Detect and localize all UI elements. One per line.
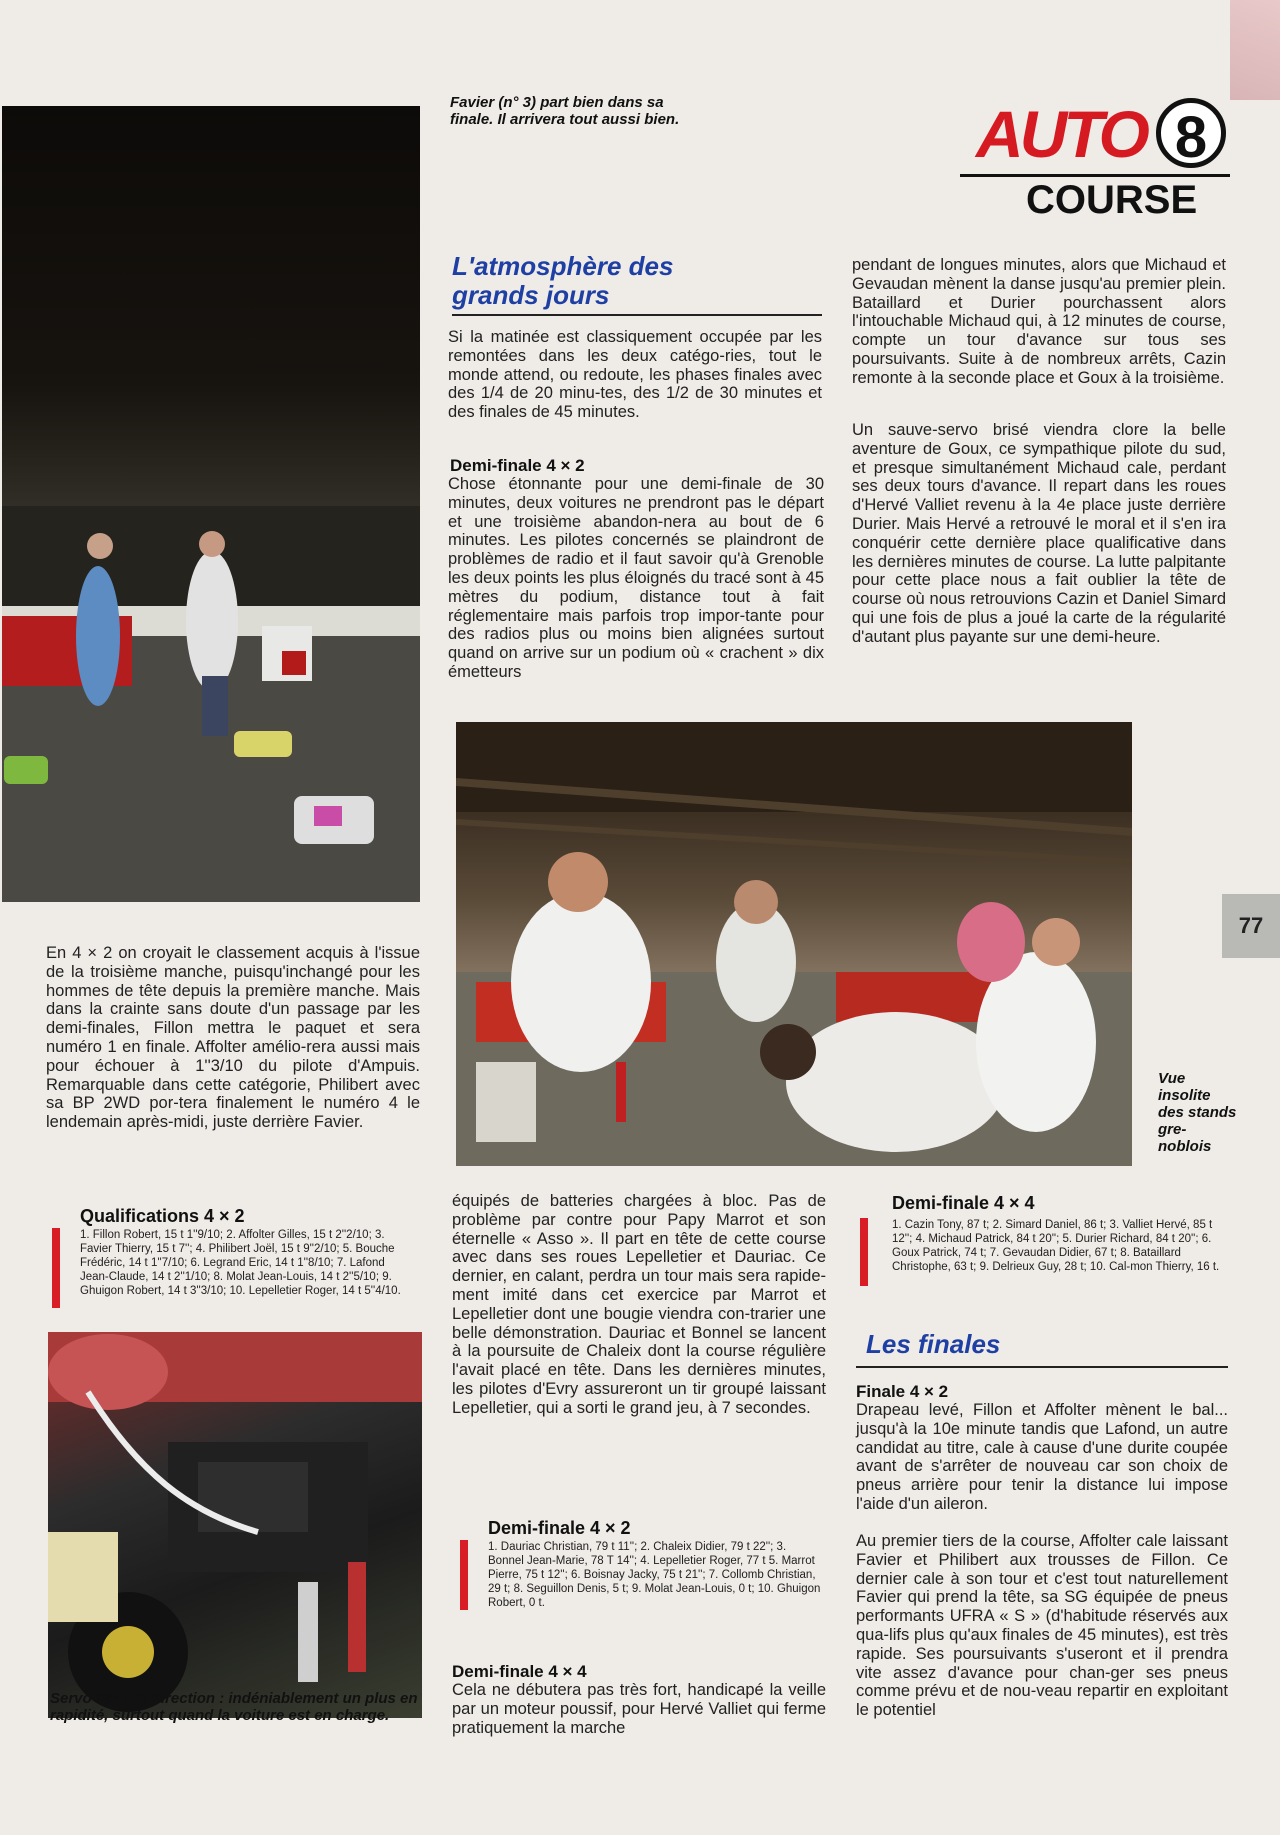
demi42-red-bar	[460, 1540, 468, 1610]
demi42-heading: Demi-finale 4 × 2	[450, 456, 585, 475]
demi44-red-bar	[860, 1218, 868, 1286]
logo-underline	[960, 174, 1230, 177]
intro-paragraph: Si la matinée est classiquement occupée par les remontées dans les deux catégo-ries, tout le monde attend, ou redoute, les phases finales avec des 1/4 de 20 minu-tes, des 1/2 de 30 minutes et des finales de 45 minutes.	[448, 328, 822, 422]
demi44-paragraph: Cela ne débutera pas très fort, handicapé la veille par un moteur poussif, pour Hervé Valliet qui ferme pratiquement la marche	[452, 1681, 826, 1737]
left-column-paragraph: En 4 × 2 on croyait le classement acquis à l'issue de la troisième manche, puisqu'inchangé pour les hommes de tête depuis la première manche. Mais dans la crainte sans doute d'un passage par les demi-finales, Fillon mettra le paquet et sera numéro 1 en finale. Affolter amélio-rera aussi mais pour échouer à 1''3/10 du pilote d'Ampuis. Remarquable dans cette catégorie, Philibert avec sa BP 2WD por-tera finalement le numéro 4 le lendemain après-midi, juste derrière Favier.	[46, 944, 420, 1132]
headline: L'atmosphère des grands jours	[452, 251, 674, 310]
qualif-title: Qualifications 4 × 2	[80, 1206, 245, 1226]
caption-stands: Vue insolite des stands gre-noblois	[1158, 1070, 1237, 1155]
qualif-results: 1. Fillon Robert, 15 t 1''9/10; 2. Affolter Gilles, 15 t 2''2/10; 3. Favier Thierry, 15 t 7''; 4. Philibert Joël, 15 t 9''2/10; 5. Bouche Frédéric, 14 t 1''7/10; 6. Legrand Eric, 14 t 1''8/10; 7. Lafond Jean-Claude, 14 t 2''1/10; 8. Molat Jean-Louis, 14 t 2''5/10; 9. Ghuigon Robert, 14 t 3''3/10; 10. Lepelletier Roger, 14 t 5''4/10.	[80, 1229, 401, 1297]
qualif-red-bar	[52, 1228, 60, 1308]
caption-favier: Favier (n° 3) part bien dans sa finale. Il arrivera tout aussi bien.	[450, 94, 680, 128]
caption-servo: Servo Fet à la direction : indéniablement un plus en rapidité, surtout quand la voiture est en charge.	[50, 1690, 418, 1724]
finale42-paragraph-2: Au premier tiers de la course, Affolter cale laissant Favier et Philibert aux trousses de Fillon. Ce dernier cale à son tour et c'est tout naturellement Favier qui prend la tête, sa SG équipée de pneus performants UFRA « S » (d'habitude réservés aux qua-lifs plus qu'aux finales de 45 minutes), est très rapide. Ses poursuivants s'useront et il prendra vite assez d'avance pour chan-ger ses pneus comme prévu et de nou-veau repartir en exploitant le potentiel	[856, 1532, 1228, 1720]
magazine-logo	[960, 96, 1230, 226]
headline-rule	[452, 314, 822, 316]
finale42-paragraph-1: Drapeau levé, Fillon et Affolter mènent le bal... jusqu'à la 10e minute tandis que Lafond, un autre candidat au titre, cale à cause d'une durite coupée avant de s'arrêter de nouveau car son choix de pneus arrière pour tenir la distance lui impose l'aide d'un aileron.	[856, 1401, 1228, 1513]
demi42-results-title: Demi-finale 4 × 2	[488, 1518, 631, 1538]
demi42-paragraph: Chose étonnante pour une demi-finale de 30 minutes, deux voitures ne prendront pas le départ et une troisième abandon-nera au bout de 6 minutes. Les pilotes concernés se plaindront de problèmes de radio et il faut savoir qu'à Grenoble les deux points les plus éloignés du tracé sont à 45 mètres du podium, distance tout à fait réglementaire mais parfois trop impor-tante pour des radios plus ou moins bien alignées surtout quand on arrive sur un podium où « crachent » dix émetteurs	[448, 475, 824, 681]
finales-headline: Les finales	[866, 1329, 1001, 1359]
demi44-heading: Demi-finale 4 × 4	[452, 1662, 587, 1681]
page-number-tab	[1222, 894, 1280, 958]
page-corner	[1230, 0, 1280, 100]
right-column-paragraph-1: pendant de longues minutes, alors que Michaud et Gevaudan mènent la danse jusqu'au premier plein. Bataillard et Durier pourchassent alors l'intouchable Michaud qui, à 12 minutes de course, compte un tour d'avance sur tous ses poursuivants. Suite à de nombreux arrêts, Cazin remonte à la seconde place et Goux à la troisième.	[852, 256, 1226, 387]
logo-auto-text: AUTO	[976, 97, 1146, 171]
demi42-results: 1. Dauriac Christian, 79 t 11''; 2. Chaleix Didier, 79 t 22''; 3. Bonnel Jean-Marie, 78 T 14''; 4. Lepelletier Roger, 77 t 5. Marrot Pierre, 75 t 12''; 6. Boisnay Jacky, 75 t 21''; 7. Collomb Christian, 29 t; 8. Seguillon Denis, 5 t; 9. Molat Jean-Louis, 0 t; 10. Ghuigon Robert, 0 t.	[488, 1541, 821, 1609]
track-photo	[2, 106, 420, 902]
right-column-paragraph-2: Un sauve-servo brisé viendra clore la belle aventure de Goux, ce sympathique pilote du sud, et presque simultanément Michaud cale, perdant ses deux tours d'avance. Il repart dans les roues d'Hervé Valliet revenu à la 4e place juste derrière Durier. Mais Hervé a retrouvé le moral et il s'en ira conquérir cette dernière place qualificative dans les dernières minutes de course. La lutte palpitante pour cette place nous a fait oublier la tête de course où nous retrouvions Cazin et Daniel Simard qui une fois de plus a joué la carte de la régularité d'autant plus payante sur une demi-heure.	[852, 421, 1226, 646]
demi44-results: 1. Cazin Tony, 87 t; 2. Simard Daniel, 86 t; 3. Valliet Hervé, 85 t 12''; 4. Michaud Patrick, 84 t 20''; 5. Durier Richard, 84 t 20''; 6. Goux Patrick, 74 t; 7. Gevaudan Didier, 67 t; 8. Bataillard Christophe, 63 t; 9. Delrieux Guy, 28 t; 10. Cal-mon Thierry, 16 t.	[892, 1219, 1220, 1273]
servo-photo	[48, 1332, 422, 1718]
finales-rule	[856, 1366, 1228, 1368]
logo-course-text: COURSE	[1026, 178, 1198, 222]
logo-eight: 8	[1156, 98, 1226, 168]
finale42-heading: Finale 4 × 2	[856, 1382, 949, 1401]
stands-photo	[456, 722, 1132, 1166]
demi44-results-title: Demi-finale 4 × 4	[892, 1193, 1035, 1213]
page-number: 77	[1238, 913, 1264, 938]
middle-column-paragraph: équipés de batteries chargées à bloc. Pas de problème par contre pour Papy Marrot et son éternelle « Asso ». Il part en tête de cette course avec dans ses roues Lepelletier et Dauriac. Ce dernier, en calant, perdra un tour mais sera rapide-ment imité dans cet exercice par Marrot et Lepelletier dont une bougie viendra con-trarier une belle démonstration. Dauriac et Bonnel se lancent à la poursuite de Chaleix dont la course régulière l'avait placé en tête. Dans les dernières minutes, les pilotes d'Evry assureront un tir groupé laissant Lepelletier, qui a sorti le grand jeu, à 7 secondes.	[452, 1192, 826, 1417]
